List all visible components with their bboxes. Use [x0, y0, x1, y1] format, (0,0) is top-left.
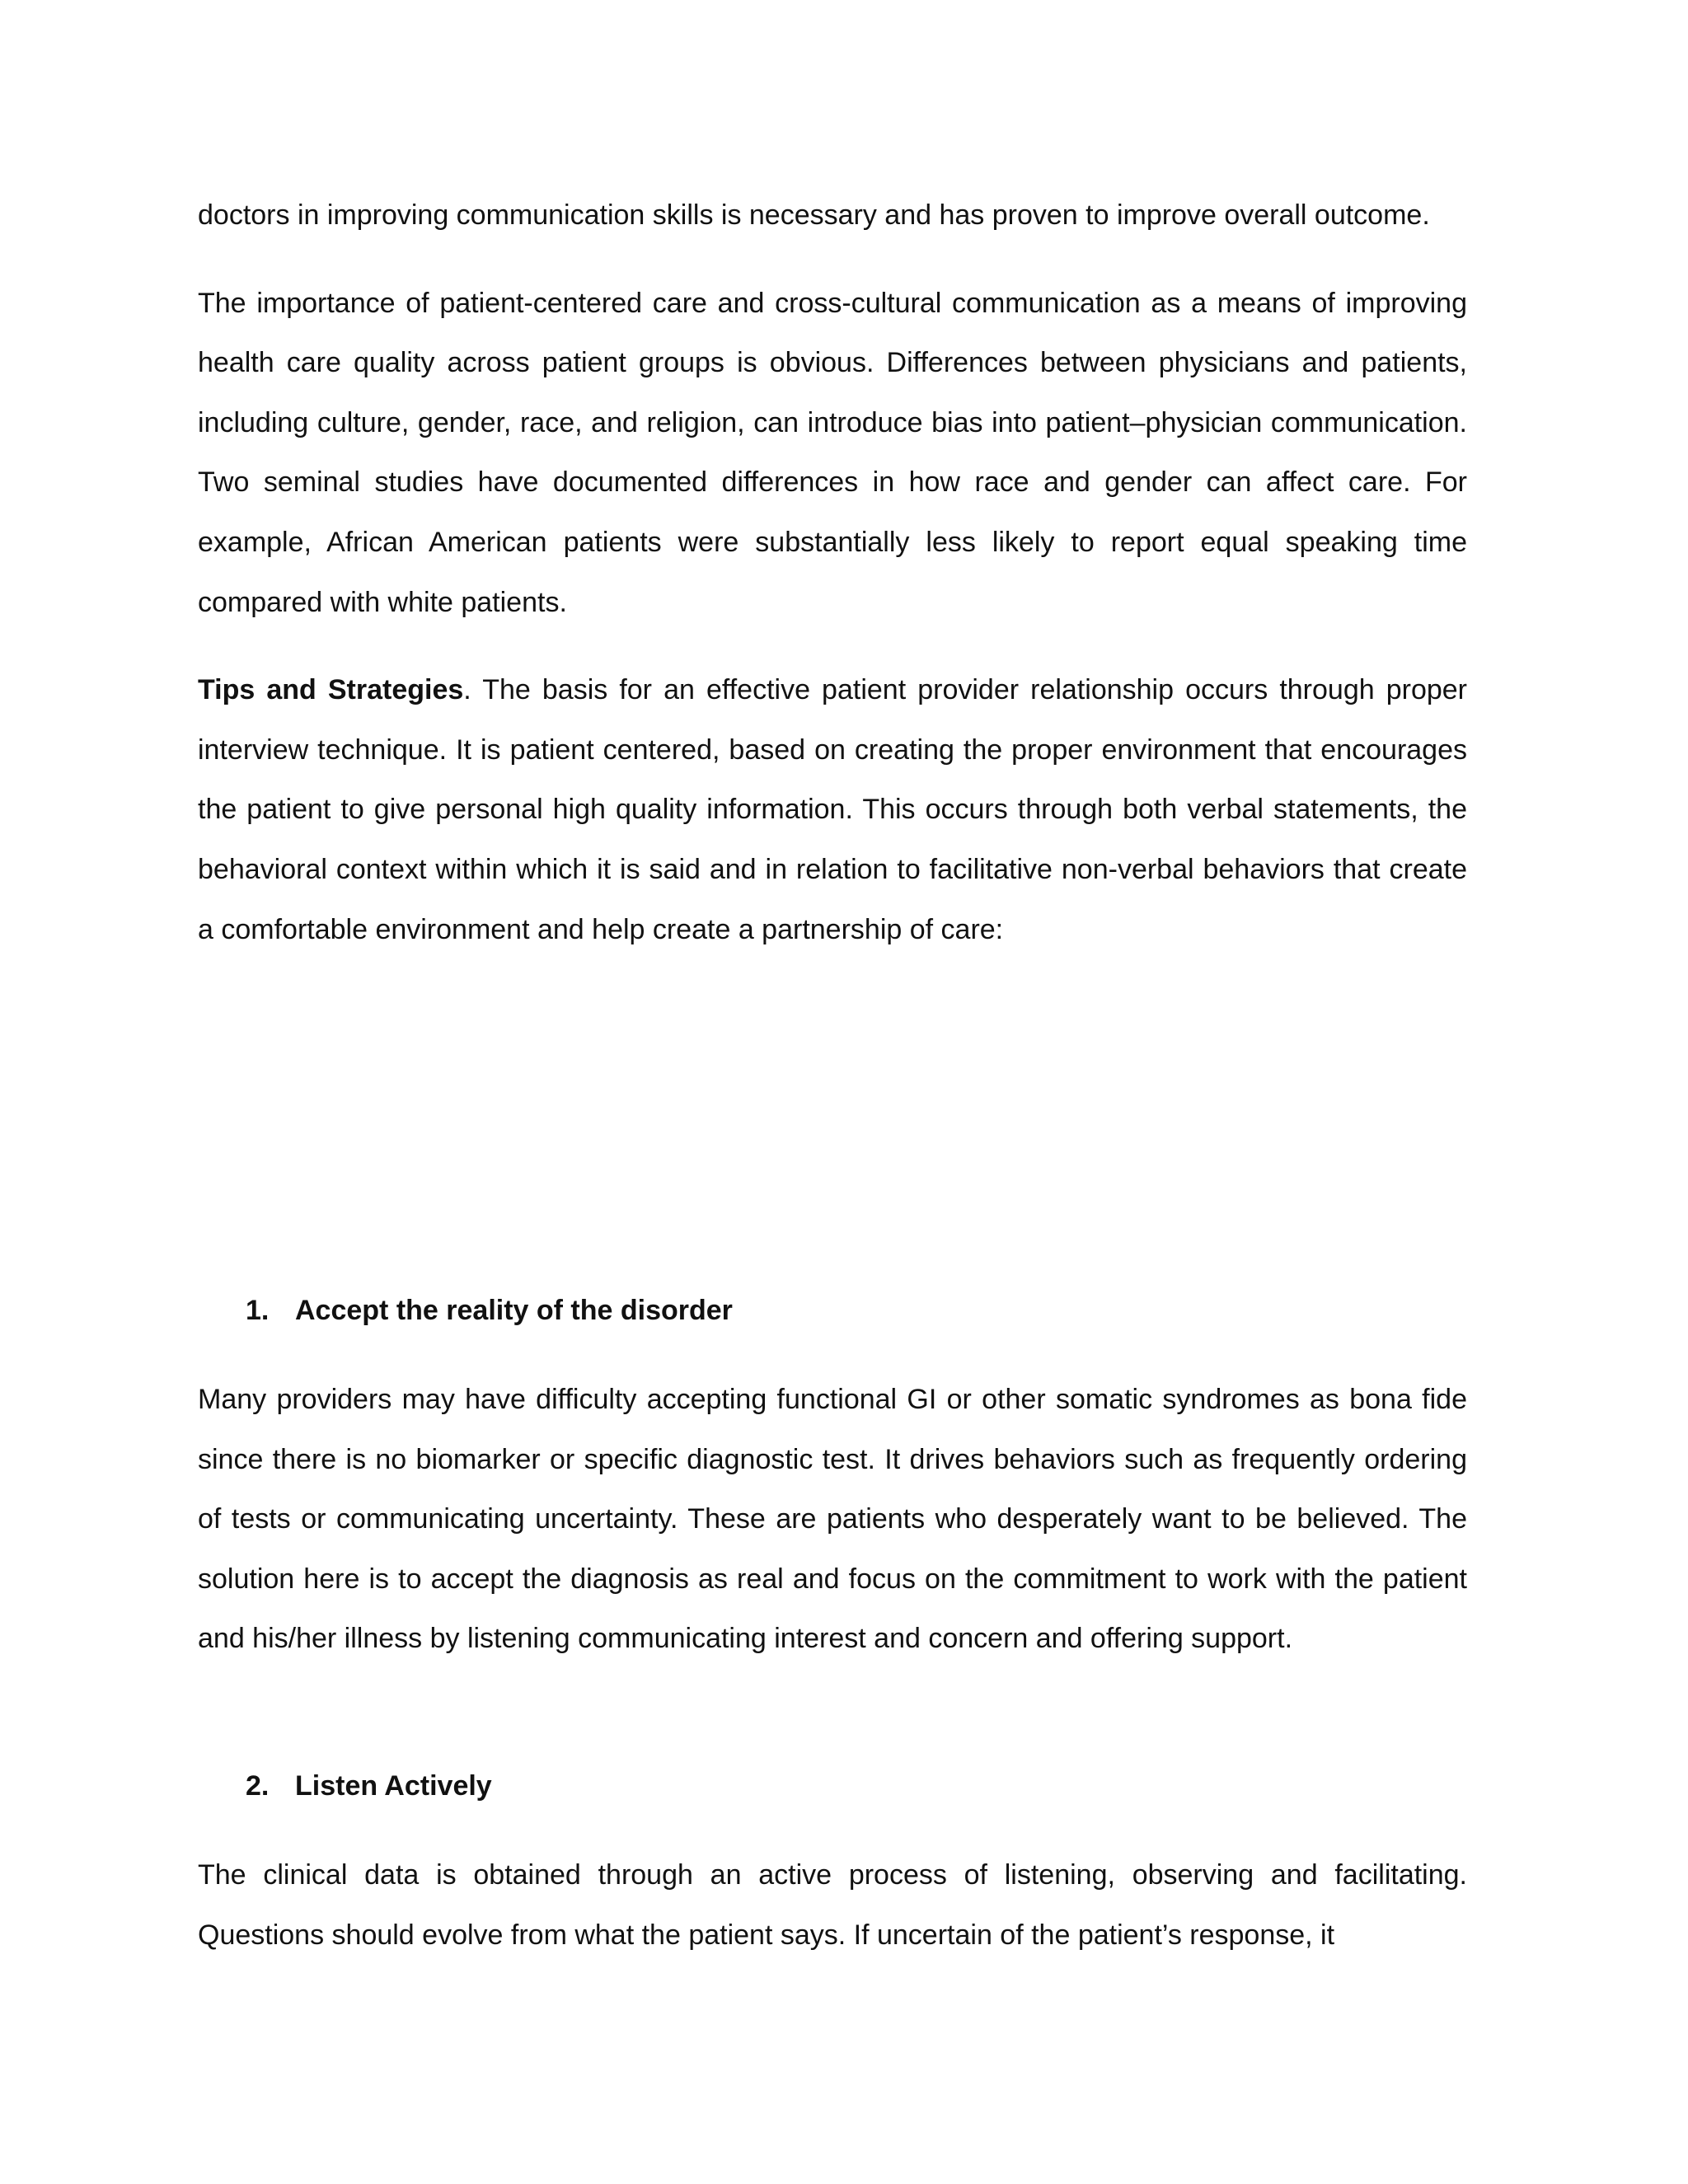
intro-block	[198, 185, 1467, 959]
intro-paragraph-2: The importance of patient-centered care and cross-cultural communication as a means of improving health care quality across patient groups is obvious. Differences between physicians and patients, including culture, gender, race, and religion, can introduce bias into patient–physician communication. Two seminal studies have documented differences in how race and gender can affect care. For example, African American patients were substantially less likely to report equal speaking time compared with white patients.	[198, 287, 1467, 618]
section-number-2: 2.	[246, 1770, 270, 1802]
section-number-1: 1.	[246, 1295, 270, 1326]
section-body-2-block	[198, 1845, 1467, 1965]
section-heading-1	[246, 1281, 733, 1341]
tips-body: . The basis for an effective patient provider relationship occurs through proper interview technique. It is patient centered, based on creating the proper environment that encourages the patient to give personal high quality information. This occurs through both verbal statements, the behavioral context within which it is said and in relation to facilitative non-verbal behaviors that create a comfortable environment and help create a partnership of care:	[198, 674, 1467, 945]
section-heading-2	[246, 1756, 492, 1816]
section-title-2: Listen Actively	[295, 1770, 492, 1802]
section-body-2: The clinical data is obtained through an active process of listening, observing and facilitating. Questions should evolve from what the patient says. If uncertain of the patient’s response, it	[198, 1859, 1467, 1951]
tips-paragraph	[198, 660, 1467, 959]
intro-paragraph-1: doctors in improving communication skills is necessary and has proven to improve overall outcome.	[198, 199, 1430, 231]
section-body-1-block	[198, 1370, 1467, 1669]
section-body-1: Many providers may have difficulty accepting functional GI or other somatic syndromes as bona fide since there is no biomarker or specific diagnostic test. It drives behaviors such as frequently ordering of tests or communicating uncertainty. These are patients who desperately want to be believed. The solution here is to accept the diagnosis as real and focus on the commitment to work with the patient and his/her illness by listening communicating interest and concern and offering support.	[198, 1384, 1467, 1655]
tips-lead: Tips and Strategies	[198, 674, 464, 706]
section-title-1: Accept the reality of the disorder	[295, 1295, 733, 1326]
